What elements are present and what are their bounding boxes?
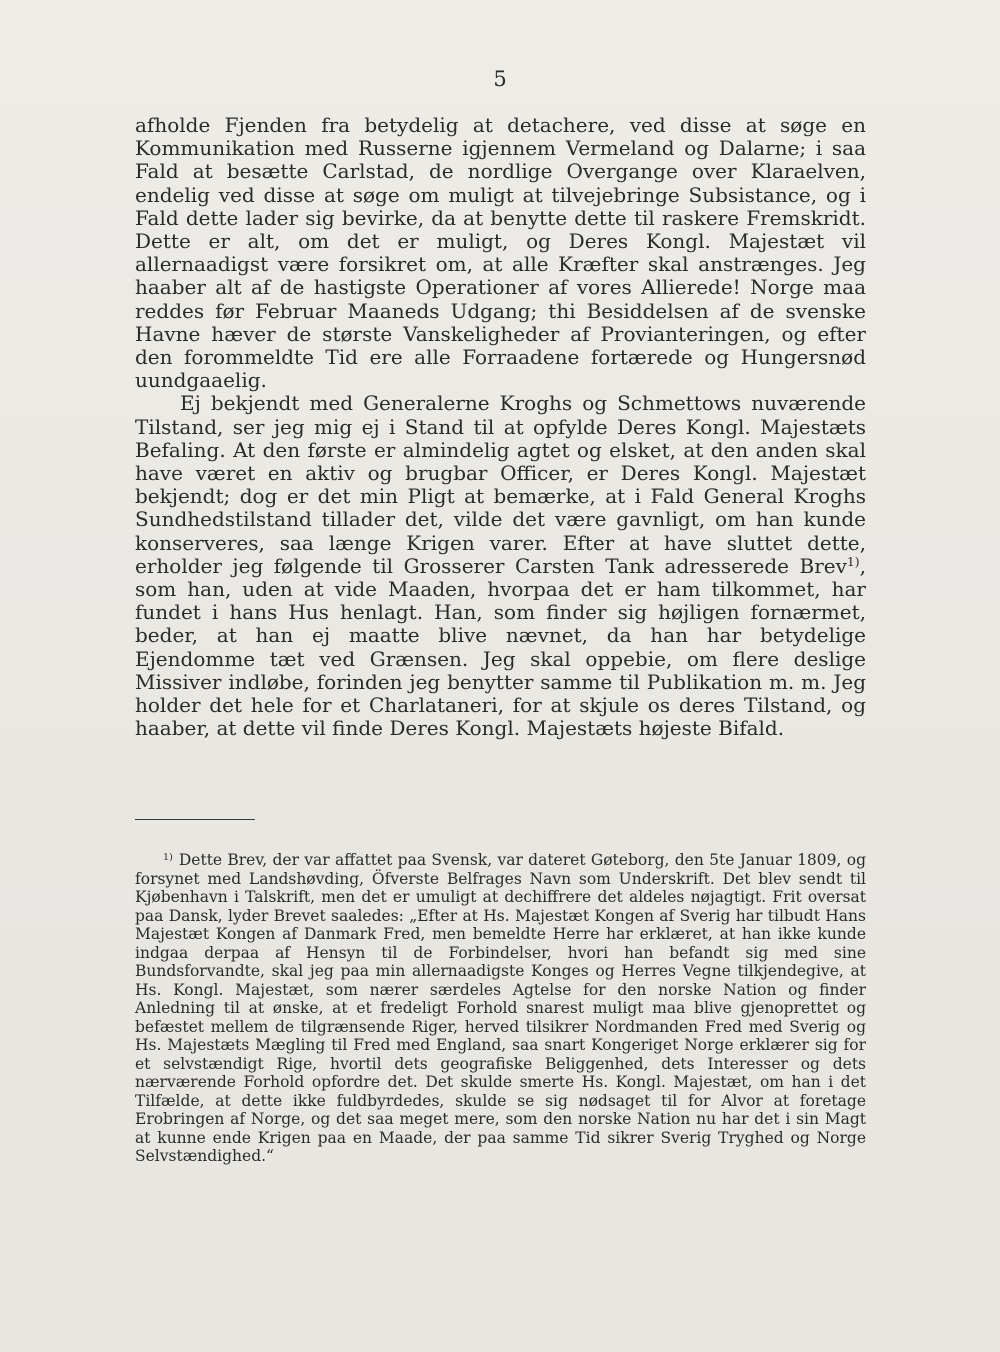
main-text-block xyxy=(135,114,866,740)
body-paragraph-2-text-after-reference: , som han, uden at vide Maaden, hvorpaa det er ham tilkommet, har fundet i hans Hus henlagt. Han, som finder sig højligen fornærmet, beder, at han ej maatte blive nævnet, da han har betydelige Ejendomme tæt ved Grænsen. Jeg skal oppebie, om flere deslige Missiver indløbe, forinden jeg benytter samme til Publikation m. m. Jeg holder det hele for et Charlataneri, for at skjule os deres Tilstand, og haaber, at dette vil finde Deres Kongl. Majestæts højeste Bifald. xyxy=(135,553,866,741)
footnote-divider xyxy=(135,819,255,820)
page-number: 5 xyxy=(493,67,507,91)
body-paragraph-1: afholde Fjenden fra betydelig at detachere, ved disse at søge en Kommunikation med Russerne igjennem Vermeland og Dalarne; i saa Fald at besætte Carlstad, de nordlige Overgange over Klaraelven, endelig ved disse at søge om muligt at tilvejebringe Subsistance, og i Fald dette lader sig bevirke, da at benytte dette til raskere Fremskridt. Dette er alt, om det er muligt, og Deres Kongl. Majestæt vil allernaadigst være forsikret om, at alle Kræfter skal anstrænges. Jeg haaber alt af de hastigste Operationer af vores Allierede! Norge maa reddes før Februar Maaneds Udgang; thi Besiddelsen af de svenske Havne hæver de største Vanskeligheder af Provianteringen, og efter den forommeldte Tid ere alle Forraadene fortærede og Hungersnød uundgaaelig. xyxy=(135,113,866,393)
footnote-reference: 1) xyxy=(846,554,860,570)
footnote-text: Dette Brev, der var affattet paa Svensk, var dateret Gøteborg, den 5te Januar 1809, og forsynet med Landshøvding, Öfverste Belfrages Navn som Underskrift. Det blev sendt til Kjøbenhavn i Talskrift, men det er umuligt at dechiffrere det aldeles nøjagtigt. Frit oversat paa Dansk, lyder Brevet saaledes: „Efter at Hs. Majestæt Kongen af Sverig har tilbudt Hans Majestæt Kongen af Danmark Fred, men bemeldte Herre har erklæret, at han ikke kunde indgaa derpaa af Hensyn til de Forbindelser, hvori han befandt sig med sine Bundsforvandte, skal jeg paa min allernaadigste Konges og Herres Vegne tilkjendegive, at Hs. Kongl. Majestæt, som nærer særdeles Agtelse for den norske Nation og finder Anledning til at ønske, at et fredeligt Forhold snarest muligt maa blive gjenoprettet og befæstet mellem de tilgrænsende Riger, herved tilsikrer Nordmanden Fred med Sverig og Hs. Majestæts Mægling til Fred med England, saa snart Kongeriget Norge erklærer sig for et selvstændigt Rige, hvortil dets geografiske Beliggenhed, dets Interesser og dets nærværende Forhold opfordre det. Det skulde smerte Hs. Kongl. Majestæt, om han i det Tilfælde, at dette ikke fuldbyrdedes, skulde se sig nødsaget til for Alvor at foretage Erobringen af Norge, og det saa meget mere, som den norske Nation nu har det i sin Magt at kunne ende Krigen paa en Maade, der paa samme Tid sikrer Sverig Tryghed og Norge Selvstændighed.“ xyxy=(135,851,866,1165)
footnote xyxy=(135,851,866,1166)
footnote-marker: 1) xyxy=(163,851,173,863)
body-paragraph-2-text-before-reference: Ej bekjendt med Generalerne Kroghs og Schmettows nuværende Tilstand, ser jeg mig ej i Stand til at opfylde Deres Kongl. Majestæts Befaling. At den første er almindelig agtet og elsket, at den anden skal have været en aktiv og brugbar Officer, er Deres Kongl. Majestæt bekjendt; dog er det min Pligt at bemærke, at i Fald General Kroghs Sundhedstilstand tillader det, vilde det være gavnligt, om han kunde konserveres, saa længe Krigen varer. Efter at have sluttet dette, erholder jeg følgende til Grosserer Carsten Tank adresserede Brev xyxy=(135,391,866,578)
body-paragraph-2 xyxy=(135,392,866,740)
